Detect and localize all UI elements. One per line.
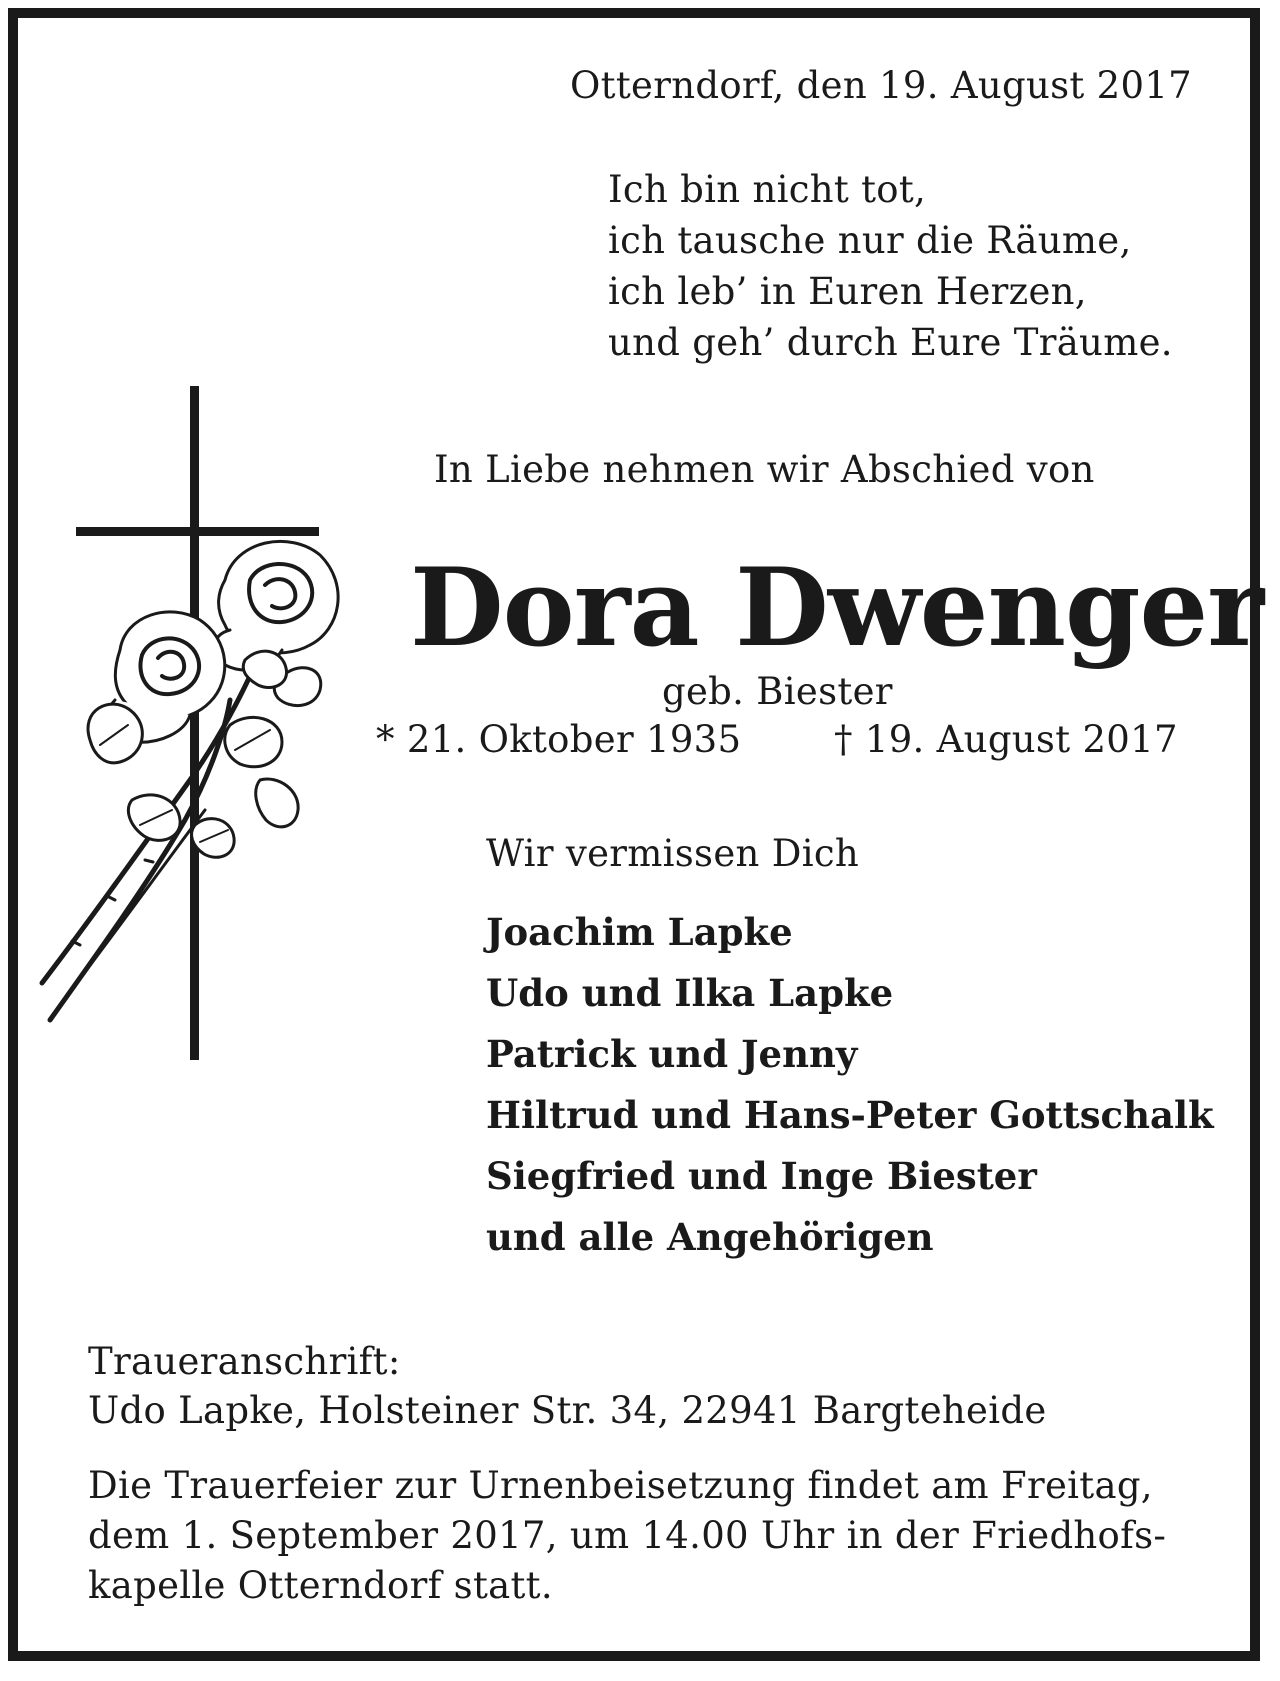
ceremony-line: kapelle Otterndorf statt. — [88, 1564, 553, 1607]
mourner-name: Siegfried und Inge Biester — [486, 1154, 1037, 1198]
death-date: † 19. August 2017 — [834, 718, 1178, 761]
mourner-name: Udo und Ilka Lapke — [486, 971, 894, 1015]
cross-with-roses-icon — [20, 380, 350, 1080]
mourners-list — [486, 902, 1214, 1268]
farewell-intro: In Liebe nehmen wir Abschied von — [434, 448, 1095, 491]
poem-line: ich leb’ in Euren Herzen, — [608, 270, 1087, 313]
mourner-name: und alle Angehörigen — [486, 1215, 934, 1259]
deceased-name: Dora Dwenger — [410, 545, 1264, 671]
mourner-name: Patrick und Jenny — [486, 1032, 858, 1076]
address-label: Traueranschrift: — [88, 1340, 401, 1383]
poem-line: und geh’ durch Eure Träume. — [608, 321, 1173, 364]
mourning-address: Udo Lapke, Holsteiner Str. 34, 22941 Bargteheide — [88, 1389, 1047, 1432]
ceremony-line: dem 1. September 2017, um 14.00 Uhr in der Friedhofs- — [88, 1514, 1167, 1557]
ceremony-line: Die Trauerfeier zur Urnenbeisetzung findet am Freitag, — [88, 1464, 1153, 1507]
birth-name: geb. Biester — [662, 670, 893, 713]
mourners-intro: Wir vermissen Dich — [486, 832, 859, 875]
place-date: Otterndorf, den 19. August 2017 — [570, 64, 1192, 107]
ceremony-notice — [88, 1461, 1198, 1611]
poem — [608, 164, 1173, 368]
poem-line: ich tausche nur die Räume, — [608, 219, 1132, 262]
birth-date: * 21. Oktober 1935 — [376, 718, 742, 761]
poem-line: Ich bin nicht tot, — [608, 168, 927, 211]
mourner-name: Hiltrud und Hans-Peter Gottschalk — [486, 1093, 1214, 1137]
mourner-name: Joachim Lapke — [486, 910, 793, 954]
